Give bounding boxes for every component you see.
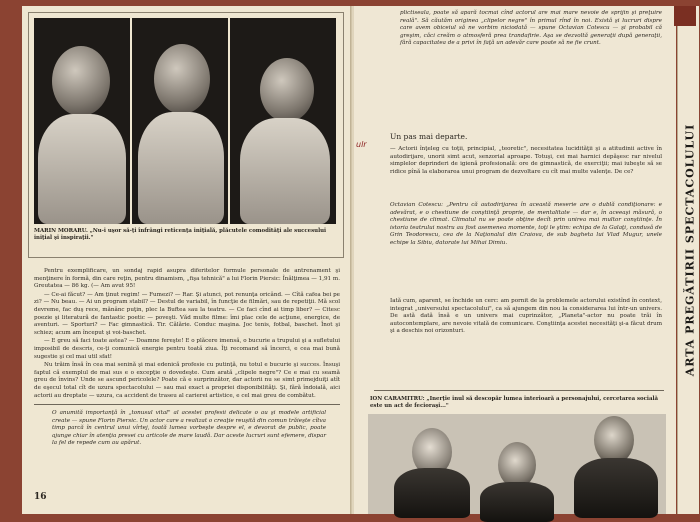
photo-moraru-3 <box>230 18 336 224</box>
photo-moraru-1 <box>34 18 130 224</box>
photo-caption: MARIN MORARU. „Nu-i uşor să-ţi înfrângi reticenţa iniţială, plăcutele comodităţi ale succesului iniţial şi inspiraţii." <box>34 228 327 241</box>
photo-caramitru <box>368 414 666 514</box>
left-paragraph: — Ce-ai făcut? — Am ţinut regim! — Fumezi? — Rar. Şi atunci, pot renunţa oricând. — Cîtă cafea bei pe zi? — Nu beau. — Ai un program stabil? — Destul de variabil, în funcţie de filmări, sau de repetiţii. Mă scol devreme, fac duş rece, mănânc puţin, plec la Buftea sau la teatru. — Ce faci cînd ai timp liber? — Citesc poezie şi literatură de fantastic poetic — poveşti. Văd multe filme: îmi plac cele de acţiune, energice, de aventuri. — Sporturi? — Fac gimnastică. Tir. Călărie. Conduc maşina. Joc tenis, fotbal, baschet. Înot şi schiez; acum am început şi voi-baschet. <box>34 291 340 336</box>
handwritten-margin-note: ulr <box>356 140 367 149</box>
right-paragraph: Iată cum, aparent, se închide un cerc: am pornit de la problemele actorului existînd în context, integrat „universului spectacolului", ca să ajungem din nou la considerarea lui într-un univers. De astă dată însă e un univers mai cuprinzător, „Planeta"-actor nu poate trăi în autocontemplare, are nevoie vitală de comunicare. Conştiinţa acestei necesităţi şi-a făcut drum şi a deschis noi orizonturi. <box>390 298 662 335</box>
right-quote-cotescu: Octavian Cotescu: „Pentru că autodirijarea în această meserie are o dublă condiţionare: e adevărat, e o chestiune de conştiinţă proprie, de mentalitate — dar e, în aceeaşi măsură, o chestiune de climat. Climatul nu se poate obţine decît prin unirea mai multor conştiinţe. În istoria teatrului nostru au fost asemenea momente, toţi le ştim: echipa de la Galaţi, condusă de Grin Teodorescu, cea de la Naţionalul din Craiova, de sub bagheta lui Vlad Mugur, unele echipe la Sibiu, datorate lui Mihai Dimiu. <box>390 202 662 246</box>
photo-caption: ION CARAMITRU: „Inerţie inul să descopăr lumea interioară a personajului, cercetarea socială este un act de fecioraşi..." <box>370 396 658 409</box>
right-italic-intro: plictiseala, poate să apară tocmai cînd actorul are mai mare nevoie de sprijin şi preţuire reală". Să căutăm originea „clipelor negre" în primul rînd în noi. Există şi lucruri dispre care avem obiceiul să ne vorbim niciodată — spune Octavian Cotescu — şi probabil că greşim, căci creăm o atmosferă prea trandafirie. Aşa se dezvoltă generaţii după generaţii, fără capacitatea de a privi în faţă un adevăr care poate să ne fie crunt. <box>400 10 662 47</box>
left-paragraph: — E greu să faci toate astea? — Doamne fereşte! E o plăcere imensă, o bucurie a trupului şi a sufletului imposibil de descris, ce-ţi comunică energie pentru toată ziua. Îţi recomand să încerci, e cea mai bună sugestie şi cel mai util sfat! <box>34 338 340 360</box>
right-paragraph: — Actorii înţeleg cu toţii, principial, „teoretic", necesitatea lucidităţii şi a atitudinii active în autodirijare, unorii simt acut, senzorial aproape. Totuşi, cei mai harnici depăşesc rar nivelul simplelor deprinderi de igienă profesională: ore de gimnastică, de exerciţii; mai iubeşte să se ridice pînă la elaborarea unui program de dezvoltare cu cît mai multe valenţe. De ce? <box>390 146 662 175</box>
spine-title: ARTA PREGĂTIRII SPECTACOLULUI <box>683 123 697 377</box>
divider <box>374 390 664 391</box>
section-heading: Un pas mai departe. <box>390 132 468 141</box>
photo-moraru-2 <box>132 18 228 224</box>
page-number: 16 <box>34 492 47 502</box>
left-page <box>22 6 353 514</box>
left-italic-quote: O anumită importanţă în „tonusul vital" al acestei profesii delicate o au şi modele artificial create — spune Florin Piersic. Un actor care a realizat o creaţie reuşită din comun trăieşte cîtva timp parcă în centrul unui vîrtej, toată lumea vorbeşte despre el, e devorat de public, poate ajunge chiar în atenţia presei cu articole de mare laudă. Dar aceste lucruri sunt efemere, dispar la fel de repede cum au apărut. <box>52 410 326 447</box>
right-page <box>354 6 676 514</box>
left-text-column <box>34 268 340 399</box>
left-paragraph: Pentru exemplificare, un sondaj rapid asupra diferitelor formule personale de antrenament şi menţinere în formă, din care reţin, pentru dinamism, „fişa tehnică" a lui Florin Piersic: Înălţimea — 1,91 m. Greutatea — 86 kg. (— Am avut 95! <box>34 268 340 290</box>
divider <box>34 404 340 405</box>
left-paragraph: Nu trăim însă în cea mai senină şi mai edenică profesie cu putinţă, nu totul e bucurie şi succes. Însuşi faptul că exemplul de mai sus e o excepţie o dovedeşte. Cum arată „clipele negre"? Ce e mai cu seamă greu de învins? Unde se ascund pericolele? Poate că e surprinzător, dar actorii nu se simt primejduiţi atît de eşecul total cît de uzura spectacolului — sau mai exact a propriei disponibilităţi. Şi, fără îndoială, aici actorii au dreptate — uzura, ca accident de traseu al carierei artistice, e cel mai greu de combătut. <box>34 362 340 399</box>
red-bookmark-tab <box>674 6 696 26</box>
